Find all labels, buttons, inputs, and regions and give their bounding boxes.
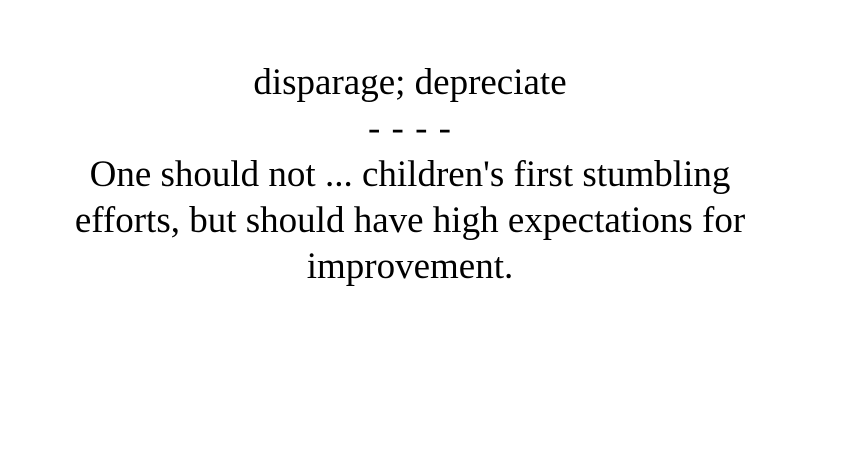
- example-sentence: One should not ... children's first stumbling efforts, but should have high expectations for improvement.: [74, 154, 746, 287]
- flashcard-content: [40, 60, 780, 290]
- answer-text: disparage; depreciate: [253, 62, 567, 103]
- separator: - - - -: [367, 108, 453, 149]
